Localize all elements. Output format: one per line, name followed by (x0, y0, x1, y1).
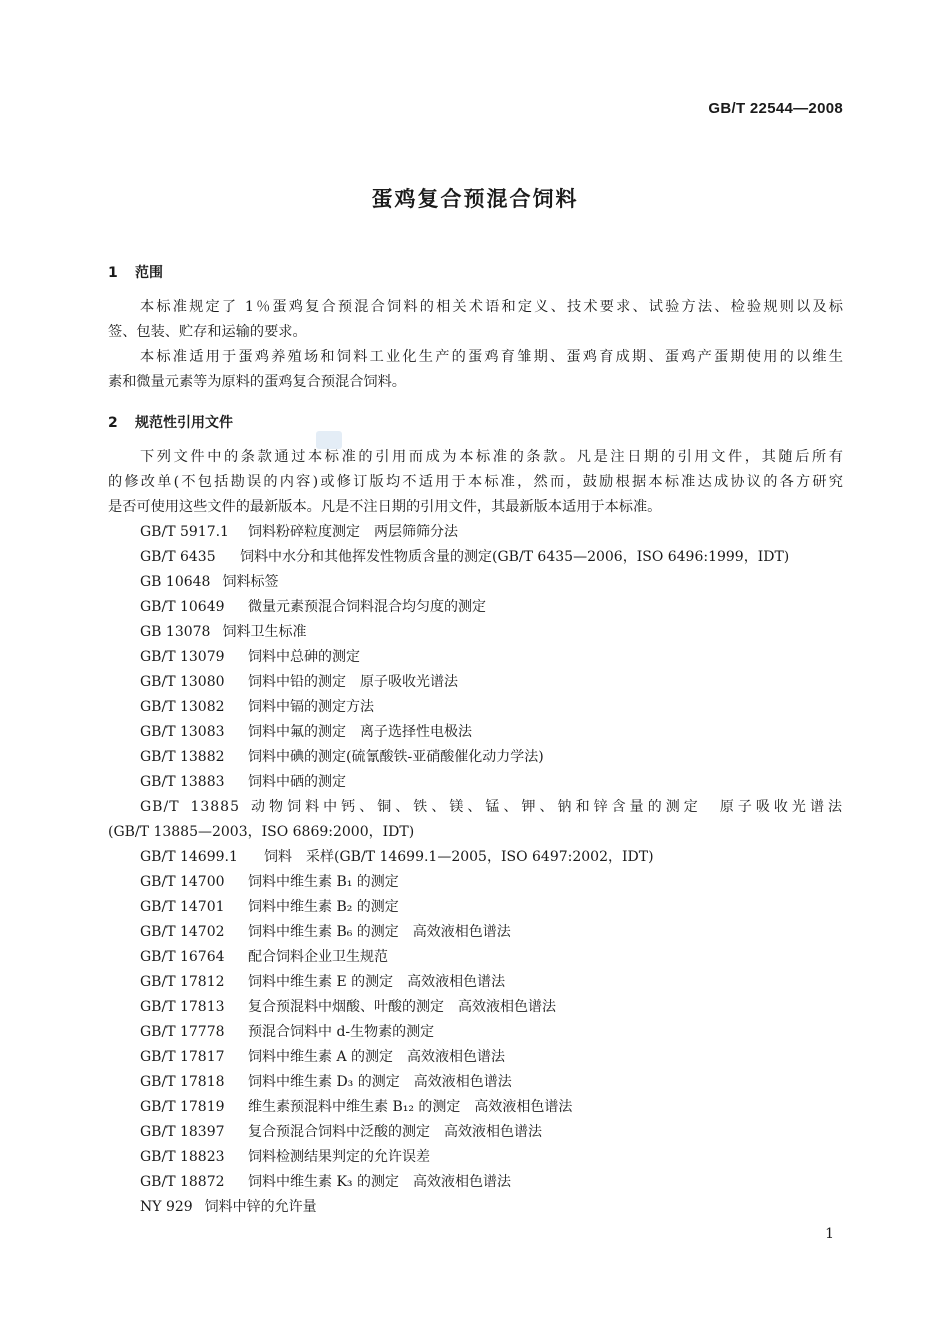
ref-title: 复合预混料中烟酸、叶酸的测定 高效液相色谱法 (248, 999, 556, 1015)
intro-line-3: 是否可使用这些文件的最新版本。凡是不注日期的引用文件，其最新版本适用于本标准。 (108, 499, 662, 515)
ref-item (140, 1047, 505, 1067)
ref-code: GB/T 17819 (140, 1099, 225, 1115)
ref-item (140, 622, 306, 642)
ref-code: GB/T 13082 (140, 699, 225, 715)
ref-code: GB/T 18823 (140, 1149, 225, 1165)
scope-line-2: 签、包装、贮存和运输的要求。 (108, 324, 307, 340)
ref-item (140, 547, 789, 567)
ref-code: GB/T 17817 (140, 1049, 225, 1065)
scope-line-4: 素和微量元素等为原料的蛋鸡复合预混合饲料。 (108, 374, 406, 390)
ref-title: 饲料中维生素 K₃ 的测定 高效液相色谱法 (248, 1174, 511, 1190)
ref-code: GB/T 18872 (140, 1174, 225, 1190)
ref-item (140, 997, 556, 1017)
ref-code: GB/T 16764 (140, 949, 225, 965)
ref-title: 预混合饲料中 d-生物素的测定 (248, 1024, 435, 1040)
ref-code: GB/T 17812 (140, 974, 225, 990)
ref-code: GB/T 13885 (140, 799, 240, 815)
ref-code: GB/T 13080 (140, 674, 225, 690)
section-1-number: 1 (108, 265, 118, 281)
ref-item (140, 872, 399, 892)
ref-code: NY 929 (140, 1199, 193, 1215)
scope-line-3: 本标准适用于蛋鸡养殖场和饲料工业化生产的蛋鸡育雏期、蛋鸡育成期、蛋鸡产蛋期使用的以维生 (140, 349, 843, 365)
scope-line-1: 本标准规定了 1％蛋鸡复合预混合饲料的相关术语和定义、技术要求、试验方法、检验规则以及标 (140, 299, 843, 315)
ref-item (140, 522, 458, 542)
ref-title: 饲料中维生素 B₆ 的测定 高效液相色谱法 (248, 924, 511, 940)
ref-code: GB/T 10649 (140, 599, 225, 615)
section-2-number: 2 (108, 415, 118, 431)
ref-title: 饲料中维生素 D₃ 的测定 高效液相色谱法 (248, 1074, 512, 1090)
ref-item (140, 847, 654, 867)
ref-title: 饲料中维生素 B₁ 的测定 (248, 874, 399, 890)
ref-code: GB/T 6435 (140, 549, 216, 565)
ref-title: 饲料标签 (222, 574, 279, 590)
ref-item (140, 747, 544, 767)
ref-title: 饲料中水分和其他挥发性物质含量的测定(GB/T 6435—2006，ISO 6496:1999，IDT) (240, 549, 790, 565)
ref-title: (GB/T 13885—2003，ISO 6869:2000，IDT) (108, 824, 415, 840)
ref-title: 饲料中维生素 B₂ 的测定 (248, 899, 399, 915)
ref-code: GB/T 13883 (140, 774, 225, 790)
ref-item (140, 1022, 434, 1042)
ref-title: 饲料中铅的测定 原子吸收光谱法 (248, 674, 458, 690)
ref-title: 饲料中碘的测定(硫氰酸铁-亚硝酸催化动力学法) (248, 749, 544, 765)
document-title: 蛋鸡复合预混合饲料 (371, 187, 579, 211)
ref-item (140, 922, 511, 942)
ref-item (140, 772, 346, 792)
ref-title: 饲料中总砷的测定 (248, 649, 360, 665)
page-number: 1 (825, 1226, 834, 1242)
ref-title: 饲料中维生素 E 的测定 高效液相色谱法 (248, 974, 506, 990)
ref-code: GB/T 14699.1 (140, 849, 238, 865)
ref-title: 饲料中氟的测定 离子选择性电极法 (248, 724, 472, 740)
ref-item (140, 572, 278, 592)
ref-item (140, 722, 472, 742)
section-1-title: 范围 (135, 265, 163, 281)
ref-title: 动物饲料中钙、铜、铁、镁、锰、钾、钠和锌含量的测定 原子吸收光谱法 (248, 799, 843, 815)
ref-code: GB/T 14701 (140, 899, 225, 915)
intro-line-1: 下列文件中的条款通过本标准的引用而成为本标准的条款。凡是注日期的引用文件，其随后所有 (140, 449, 843, 465)
ref-item (140, 1147, 430, 1167)
ref-item (140, 1197, 317, 1217)
ref-title: 微量元素预混合饲料混合均匀度的测定 (248, 599, 486, 615)
ref-code: GB/T 13083 (140, 724, 225, 740)
ref-item (140, 672, 458, 692)
ref-code: GB/T 18397 (140, 1124, 225, 1140)
ref-item (140, 597, 486, 617)
ref-item-continuation (108, 822, 414, 842)
ref-title: 饲料中硒的测定 (248, 774, 346, 790)
ref-item (140, 947, 388, 967)
ref-title: 配合饲料企业卫生规范 (248, 949, 388, 965)
ref-code: GB/T 14700 (140, 874, 225, 890)
ref-item (140, 1172, 511, 1192)
ref-item (140, 797, 843, 817)
section-2-heading (108, 412, 233, 432)
ref-title: 维生素预混料中维生素 B₁₂ 的测定 高效液相色谱法 (248, 1099, 573, 1115)
ref-code: GB/T 17813 (140, 999, 225, 1015)
ref-title: 饲料卫生标准 (222, 624, 307, 640)
ref-item (140, 1072, 512, 1092)
section-1-heading (108, 262, 163, 282)
ref-title: 饲料粉碎粒度测定 两层筛筛分法 (248, 524, 458, 540)
ref-title: 饲料检测结果判定的允许误差 (248, 1149, 430, 1165)
ref-code: GB/T 5917.1 (140, 524, 229, 540)
ref-item (140, 647, 360, 667)
ref-item (140, 897, 399, 917)
ref-item (140, 1097, 572, 1117)
ref-code: GB/T 17818 (140, 1074, 225, 1090)
ref-code: GB 13078 (140, 624, 211, 640)
ref-title: 复合预混合饲料中泛酸的测定 高效液相色谱法 (248, 1124, 542, 1140)
ref-code: GB/T 14702 (140, 924, 225, 940)
section-2-title: 规范性引用文件 (135, 415, 233, 431)
ref-code: GB/T 17778 (140, 1024, 225, 1040)
ref-code: GB 10648 (140, 574, 211, 590)
ref-item (140, 697, 374, 717)
intro-line-2: 的修改单(不包括勘误的内容)或修订版均不适用于本标准，然而，鼓励根据本标准达成协议的各方研究 (108, 474, 843, 490)
ref-item (140, 1122, 542, 1142)
ref-title: 饲料中维生素 A 的测定 高效液相色谱法 (248, 1049, 506, 1065)
ref-code: GB/T 13079 (140, 649, 225, 665)
ref-title: 饲料中锌的允许量 (204, 1199, 317, 1215)
ref-title: 饲料中镉的测定方法 (248, 699, 374, 715)
ref-title: 饲料 采样(GB/T 14699.1—2005，ISO 6497:2002，IDT) (264, 849, 654, 865)
ref-code: GB/T 13882 (140, 749, 225, 765)
standard-code: GB/T 22544—2008 (708, 100, 843, 117)
ref-item (140, 972, 505, 992)
